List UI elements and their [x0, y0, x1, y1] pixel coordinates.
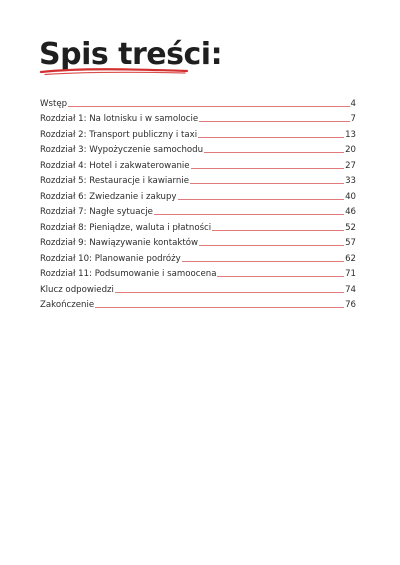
toc-entry-page-number: 27	[345, 160, 356, 171]
toc-entry-page-number: 13	[345, 129, 356, 140]
table-of-contents	[40, 93, 356, 310]
toc-entry[interactable]	[40, 109, 356, 125]
page-title: Spis treści:	[39, 37, 223, 72]
toc-dotted-leader	[154, 214, 344, 215]
toc-entry-label: Klucz odpowiedzi	[40, 284, 114, 295]
toc-dotted-leader	[198, 137, 344, 138]
toc-entry[interactable]	[40, 155, 356, 171]
toc-entry-page-number: 4	[350, 98, 356, 109]
toc-dotted-leader	[178, 199, 345, 200]
toc-dotted-leader	[199, 245, 344, 246]
toc-dotted-leader	[212, 230, 344, 231]
toc-entry-page-number: 76	[345, 300, 356, 310]
toc-entry-page-number: 74	[345, 284, 356, 295]
toc-dotted-leader	[68, 106, 349, 107]
toc-entry-page-number: 33	[345, 176, 356, 186]
toc-entry[interactable]	[40, 186, 356, 202]
toc-entry-page-number: 7	[350, 114, 356, 124]
toc-entry-label: Rozdział 6: Zwiedzanie i zakupy	[40, 191, 177, 202]
toc-entry-page-number: 40	[345, 191, 356, 202]
toc-dotted-leader	[190, 183, 344, 184]
title-block	[39, 38, 222, 72]
toc-entry-label: Rozdział 4: Hotel i zakwaterowanie	[40, 160, 190, 171]
toc-dotted-leader	[199, 121, 349, 122]
toc-entry-label: Rozdział 11: Podsumowanie i samoocena	[40, 269, 217, 279]
toc-entry[interactable]	[40, 279, 356, 295]
toc-entry-label: Rozdział 2: Transport publiczny i taxi	[40, 129, 198, 140]
toc-entry[interactable]	[40, 248, 356, 264]
toc-entry[interactable]	[40, 124, 356, 140]
toc-dotted-leader	[204, 152, 344, 153]
toc-entry-label: Rozdział 1: Na lotnisku i w samolocie	[40, 114, 199, 124]
toc-dotted-leader	[191, 168, 344, 169]
toc-dotted-leader	[95, 307, 344, 308]
toc-dotted-leader	[217, 276, 344, 277]
toc-dotted-leader	[182, 261, 344, 262]
toc-entry[interactable]	[40, 202, 356, 218]
toc-entry-label: Rozdział 8: Pieniądze, waluta i płatności	[40, 222, 212, 233]
toc-entry[interactable]	[40, 217, 356, 233]
toc-entry-label: Zakończenie	[40, 300, 95, 310]
toc-entry-page-number: 71	[345, 269, 356, 279]
toc-entry-page-number: 46	[345, 207, 356, 217]
toc-dotted-leader	[115, 292, 344, 293]
toc-entry-label: Wstęp	[40, 98, 68, 109]
toc-entry[interactable]	[40, 264, 356, 280]
toc-entry-page-number: 52	[345, 222, 356, 233]
toc-entry-page-number: 62	[345, 253, 356, 264]
toc-entry[interactable]	[40, 93, 356, 109]
toc-entry[interactable]	[40, 171, 356, 187]
toc-entry-label: Rozdział 7: Nagłe sytuacje	[40, 207, 153, 217]
toc-entry[interactable]	[40, 233, 356, 249]
title-underline-decoration	[39, 66, 189, 78]
toc-entry-page-number: 20	[345, 145, 356, 155]
toc-entry-page-number: 57	[345, 238, 356, 248]
toc-entry-label: Rozdział 10: Planowanie podróży	[40, 253, 181, 264]
toc-entry[interactable]	[40, 140, 356, 156]
toc-entry-label: Rozdział 9: Nawiązywanie kontaktów	[40, 238, 199, 248]
toc-entry[interactable]	[40, 295, 356, 311]
toc-entry-label: Rozdział 5: Restauracje i kawiarnie	[40, 176, 190, 186]
toc-entry-label: Rozdział 3: Wypożyczenie samochodu	[40, 145, 204, 155]
